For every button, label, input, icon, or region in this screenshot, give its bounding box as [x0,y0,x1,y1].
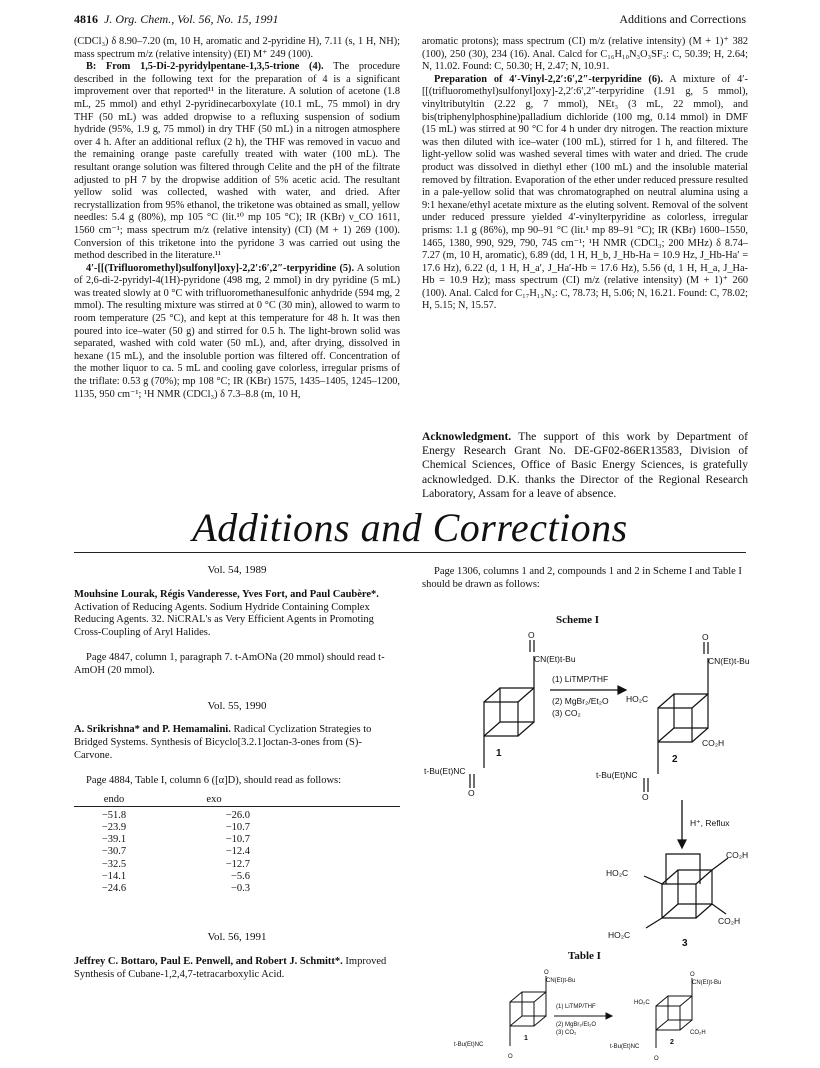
table-row: −24.6 −0.3 [101,882,250,894]
correction-text: Page 4847, column 1, paragraph 7. t-AmONa (20 mmol) should read t-AmOH (20 mmol). [74,651,385,676]
reagent-step: (2) MgBr₂/Et₂O [556,1022,596,1028]
scheme-title: Scheme I [556,614,600,626]
corrections-left [74,556,400,982]
amide-label: t-Bu(Et)NC [424,766,466,776]
correction-text: Page 4884, Table I, column 6 ([α]D), should read as follows: [86,774,342,786]
compound-number-2: 2 [670,1039,674,1046]
section-title: Additions and Corrections [619,12,746,26]
carbonyl-o: O [468,788,475,798]
paragraph: (CDCl₃) δ 8.90–7.20 (m, 10 H, aromatic and 2-pyridine H), 7.11 (s, 1 H, NH); mass spectrum m/z (relative intensity) (EI) M⁺ 249 (100). [74,36,400,60]
acid-label: HO₂C [608,930,631,940]
amide-label: t-Bu(Et)NC [610,1044,640,1050]
acid-label: CO₂H [726,850,749,860]
corrections-right [422,556,748,602]
correction-entry: Mouhsine Lourak, Régis Vanderesse, Yves Fort, and Paul Caubère*. Activation of Reducing Agents. Sodium Hydride Containing Complex Reducing Agents. 32. NiCRAL's as Very Efficient Agents in Promoting Cross-Coupling of Aryl Halides. [74,588,379,639]
paragraph: aromatic protons); mass spectrum (CI) m/z (relative intensity) (M + 1)⁺ 382 (100), 250 (30), 234 (16). Anal. Calcd for C₁₆H₁₀N₃O₃SF₃: C, 50.39; H, 2.64; N, 11.02. Found: C, 50.30; H, 2.47; N, 10.91. [422,36,748,73]
correction-entry: Jeffrey C. Bottaro, Paul E. Penwell, and Robert J. Schmitt*. Improved Synthesis of Cubane-1,2,4,7-tetracarboxylic Acid. [74,955,387,980]
carbonyl-o: O [654,1056,659,1062]
paragraph-heading: 4′-[[(Trifluoromethyl)sulfonyl]oxy]-2,2′:6′,2″-terpyridine (5). [86,262,355,274]
carbonyl-o: O [642,792,649,802]
carbonyl-o: O [702,632,709,642]
left-column [74,36,400,401]
rotation-table [74,794,400,896]
table-row: −39.1 −10.7 [101,834,250,846]
divider [74,552,746,553]
reagent-step: (1) LiTMP/THF [556,1004,596,1010]
table-row: −51.8 −26.0 [101,809,250,821]
amide-label: CN(Et)t-Bu [692,980,722,986]
acid-label: CO₂H [718,916,741,926]
carbonyl-o: O [544,970,549,976]
paragraph-heading: B: From 1,5-Di-2-pyridylpentane-1,3,5-trione (4). [86,61,324,73]
compound-number-1: 1 [524,1035,528,1042]
acknowledgment: Acknowledgment. The support of this work by Department of Energy Research Grant No. DE-GF02-86ER13583, Division of Chemical Sciences, Office of Basic Energy Sciences, is gratefully acknowledged. D.K. thanks the Director of the Regional Research Laboratory, Assam for a leave of absence. [422,430,748,500]
compound-number-2: 2 [672,754,678,765]
journal-citation: J. Org. Chem., Vol. 56, No. 15, 1991 [104,12,279,26]
paragraph: 4′-[[(Trifluoromethyl)sulfonyl]oxy]-2,2′:6′,2″-terpyridine (5). A solution of 2,6-di-2-pyridyl-4(1H)-pyridone (498 mg, 2 mmol) in dry pyridine (5 mL) was treated slowly at 0 °C with trifluoromethanesulfonic anhydride (594 mg, 2 mmol). The resulting mixture was stirred at 0 °C (30 min), allowed to warm to room temperature (25 °C), and kept at this temperature for 48 h. It was then poured into ice–water (50 g) and stirred for 0.5 h. The light-brown solid was separated, washed with cold water (50 mL), and, after drying, dissolved in hexane (15 mL), and the insoluble portion was filtered off. Concentration of the mother liquor to ca. 5 mL and cooling gave colorless, irregular prisms of the triflate: 0.53 g (70%); mp 108 °C; IR (KBr) 1575, 1435–1405, 1245–1200, 1135, 950 cm⁻¹; ¹H NMR (CDCl₃) δ 7.3–8.8 (m, 10 H, [74,262,400,400]
reagent-step: (2) MgBr₂/Et₂O [552,696,609,706]
amide-label: CN(Et)t-Bu [546,978,576,984]
amide-label: CN(Et)t-Bu [708,656,750,666]
running-header [74,12,746,28]
table-i-title: Table I [568,950,601,962]
amide-label: t-Bu(Et)NC [454,1042,484,1048]
table-i-figure [450,966,750,1062]
acid-label: HO₂C [634,1000,650,1006]
compound-number-1: 1 [496,748,502,759]
reagent-step: (3) CO₂ [552,708,581,718]
section-banner: Additions and Corrections [192,505,628,550]
scheme-i-figure [420,628,760,884]
reagent-step: (1) LiTMP/THF [552,674,609,684]
table-row: −32.5 −12.7 [101,858,250,870]
page-number: 4816 [74,12,98,26]
amide-label: t-Bu(Et)NC [596,770,638,780]
table-header-exo: exo [206,793,222,805]
table-row: −30.7 −12.4 [101,846,250,858]
table-row: −14.1 −5.6 [101,870,250,882]
volume-heading: Vol. 54, 1989 [207,564,267,576]
table-row: −23.9 −10.7 [101,821,250,833]
acid-label: HO₂C [626,694,649,704]
reaction-condition: H⁺, Reflux [690,818,730,828]
carbonyl-o: O [690,972,695,978]
compound-2-cube [644,642,708,792]
paragraph-heading: Preparation of 4′-Vinyl-2,2′:6′,2″-terpyridine (6). [434,73,663,85]
carbonyl-o: O [508,1054,513,1060]
volume-heading: Vol. 56, 1991 [207,931,267,944]
compound-1-cube [470,640,534,788]
paragraph: Preparation of 4′-Vinyl-2,2′:6′,2″-terpyridine (6). A mixture of 4′-[[(trifluoromethyl)sulfonyl]oxy]-2,2′:6′,2″-terpyridine (1.91 g, 5 mmol), vinyltributyltin (2.22 g, 7 mmol), NEt₃ (3 mL, 22 mmol), and bis(triphenylphosphine)palladium dichloride (100 mg, 0.14 mmol) in DMF (15 mL) was stirred at 90 °C for 4 h under dry nitrogen. The reaction mixture was then diluted with ice–water (100 mL), stirred for 1 h, and filtered. The light-yellow solid was washed several times with water and dried. The crude product was dissolved in diethyl ether (100 mL) and the insoluble material removed by filtration. Evaporation of the ether under reduced pressure resulted in a pale-yellow solid that was chromatographed on neutral alumina using a 9:1 hexane/ethyl acetate mixture as the eluting solvent. Removal of the solvent under reduced pressure yielded 4′-vinylterpyridine as colorless, irregular prisms: 1.1 g (86%), mp 90–91 °C (lit.¹ mp 89–91 °C); IR (KBr) 1600–1550, 1465, 1380, 990, 929, 790, 745 cm⁻¹; ¹H NMR (CDCl₃; 200 MHz) δ 8.74–7.27 (m, 10 H, aromatic), 6.89 (dd, 1 H, H_b, J_Hb-Ha = 10.9 Hz, J_Hb-Ha′ = 17.6 Hz), 6.22 (d, 1 H, H_a′, J_Ha′-Hb = 17.6 Hz), 5.56 (d, 1 H, H_a, J_Ha-Hb = 10.9 Hz); mass spectrum (CI) m/z (relative intensity) (M + 1)⁺ 260 (100). Anal. Calcd for C₁₇H₁₃N₃: C, 78.73; H, 5.06; N, 16.21. Found: C, 78.02; H, 5.15; N, 15.57. [422,73,748,312]
amide-label: CN(Et)t-Bu [534,654,576,664]
acid-label: CO₂H [690,1030,706,1036]
reagent-step: (3) CO₂ [556,1030,577,1036]
correction-text: Page 1306, columns 1 and 2, compounds 1 and 2 in Scheme I and Table I should be drawn as follows: [422,566,742,590]
carbonyl-o: O [528,630,535,640]
correction-entry: A. Srikrishna* and P. Hemamalini. Radical Cyclization Strategies to Bridged Systems. Synthesis of Bicyclo[3.2.1]octan-3-ones from (S)-Carvone. [74,724,372,761]
acid-label: HO₂C [606,868,629,878]
table-header-endo: endo [103,793,125,805]
right-column [422,36,748,313]
compound-3-figure [600,848,760,952]
paragraph: B: From 1,5-Di-2-pyridylpentane-1,3,5-trione (4). The procedure described in the following text for the preparation of 4 is a significant improvement over that reported¹¹ in the literature. A solution of acetone (1.8 mL, 25 mmol) and ethyl 2-pyridinecarboxylate (10.1 mL, 75 mmol) in dry THF (50 mL) was added dropwise to a refluxing suspension of sodium hydride (95%, 1.9 g, 75 mmol) in dry THF (50 mL) in a nitrogen atmosphere over 4 h. After an additional reflux (2 h), the THF was removed in vacuo and the remaining orange paste carefully treated with water (100 mL). The resultant orange solution was filtered through Celite and the pH of the filtrate adjusted to pH 7 by the dropwise addition of 5% acetic acid. The resultant yellow solid was collected, washed with water, and dried. After recrystallization from 95% ethanol, the triketone was obtained as small, yellow needles: 5.4 g (80%), mp 105 °C (lit.¹⁰ mp 105 °C); IR (KBr) ν_CO 1611, 1560 cm⁻¹; mass spectrum m/z (relative intensity) (CI) (M + 1) 269 (100). Conversion of this triketone into the pyridone 3 was carried out using the method described in the literature.¹¹ [74,61,400,262]
volume-heading: Vol. 55, 1990 [207,699,267,712]
compound-number-3: 3 [682,938,688,949]
acid-label: CO₂H [702,738,725,748]
